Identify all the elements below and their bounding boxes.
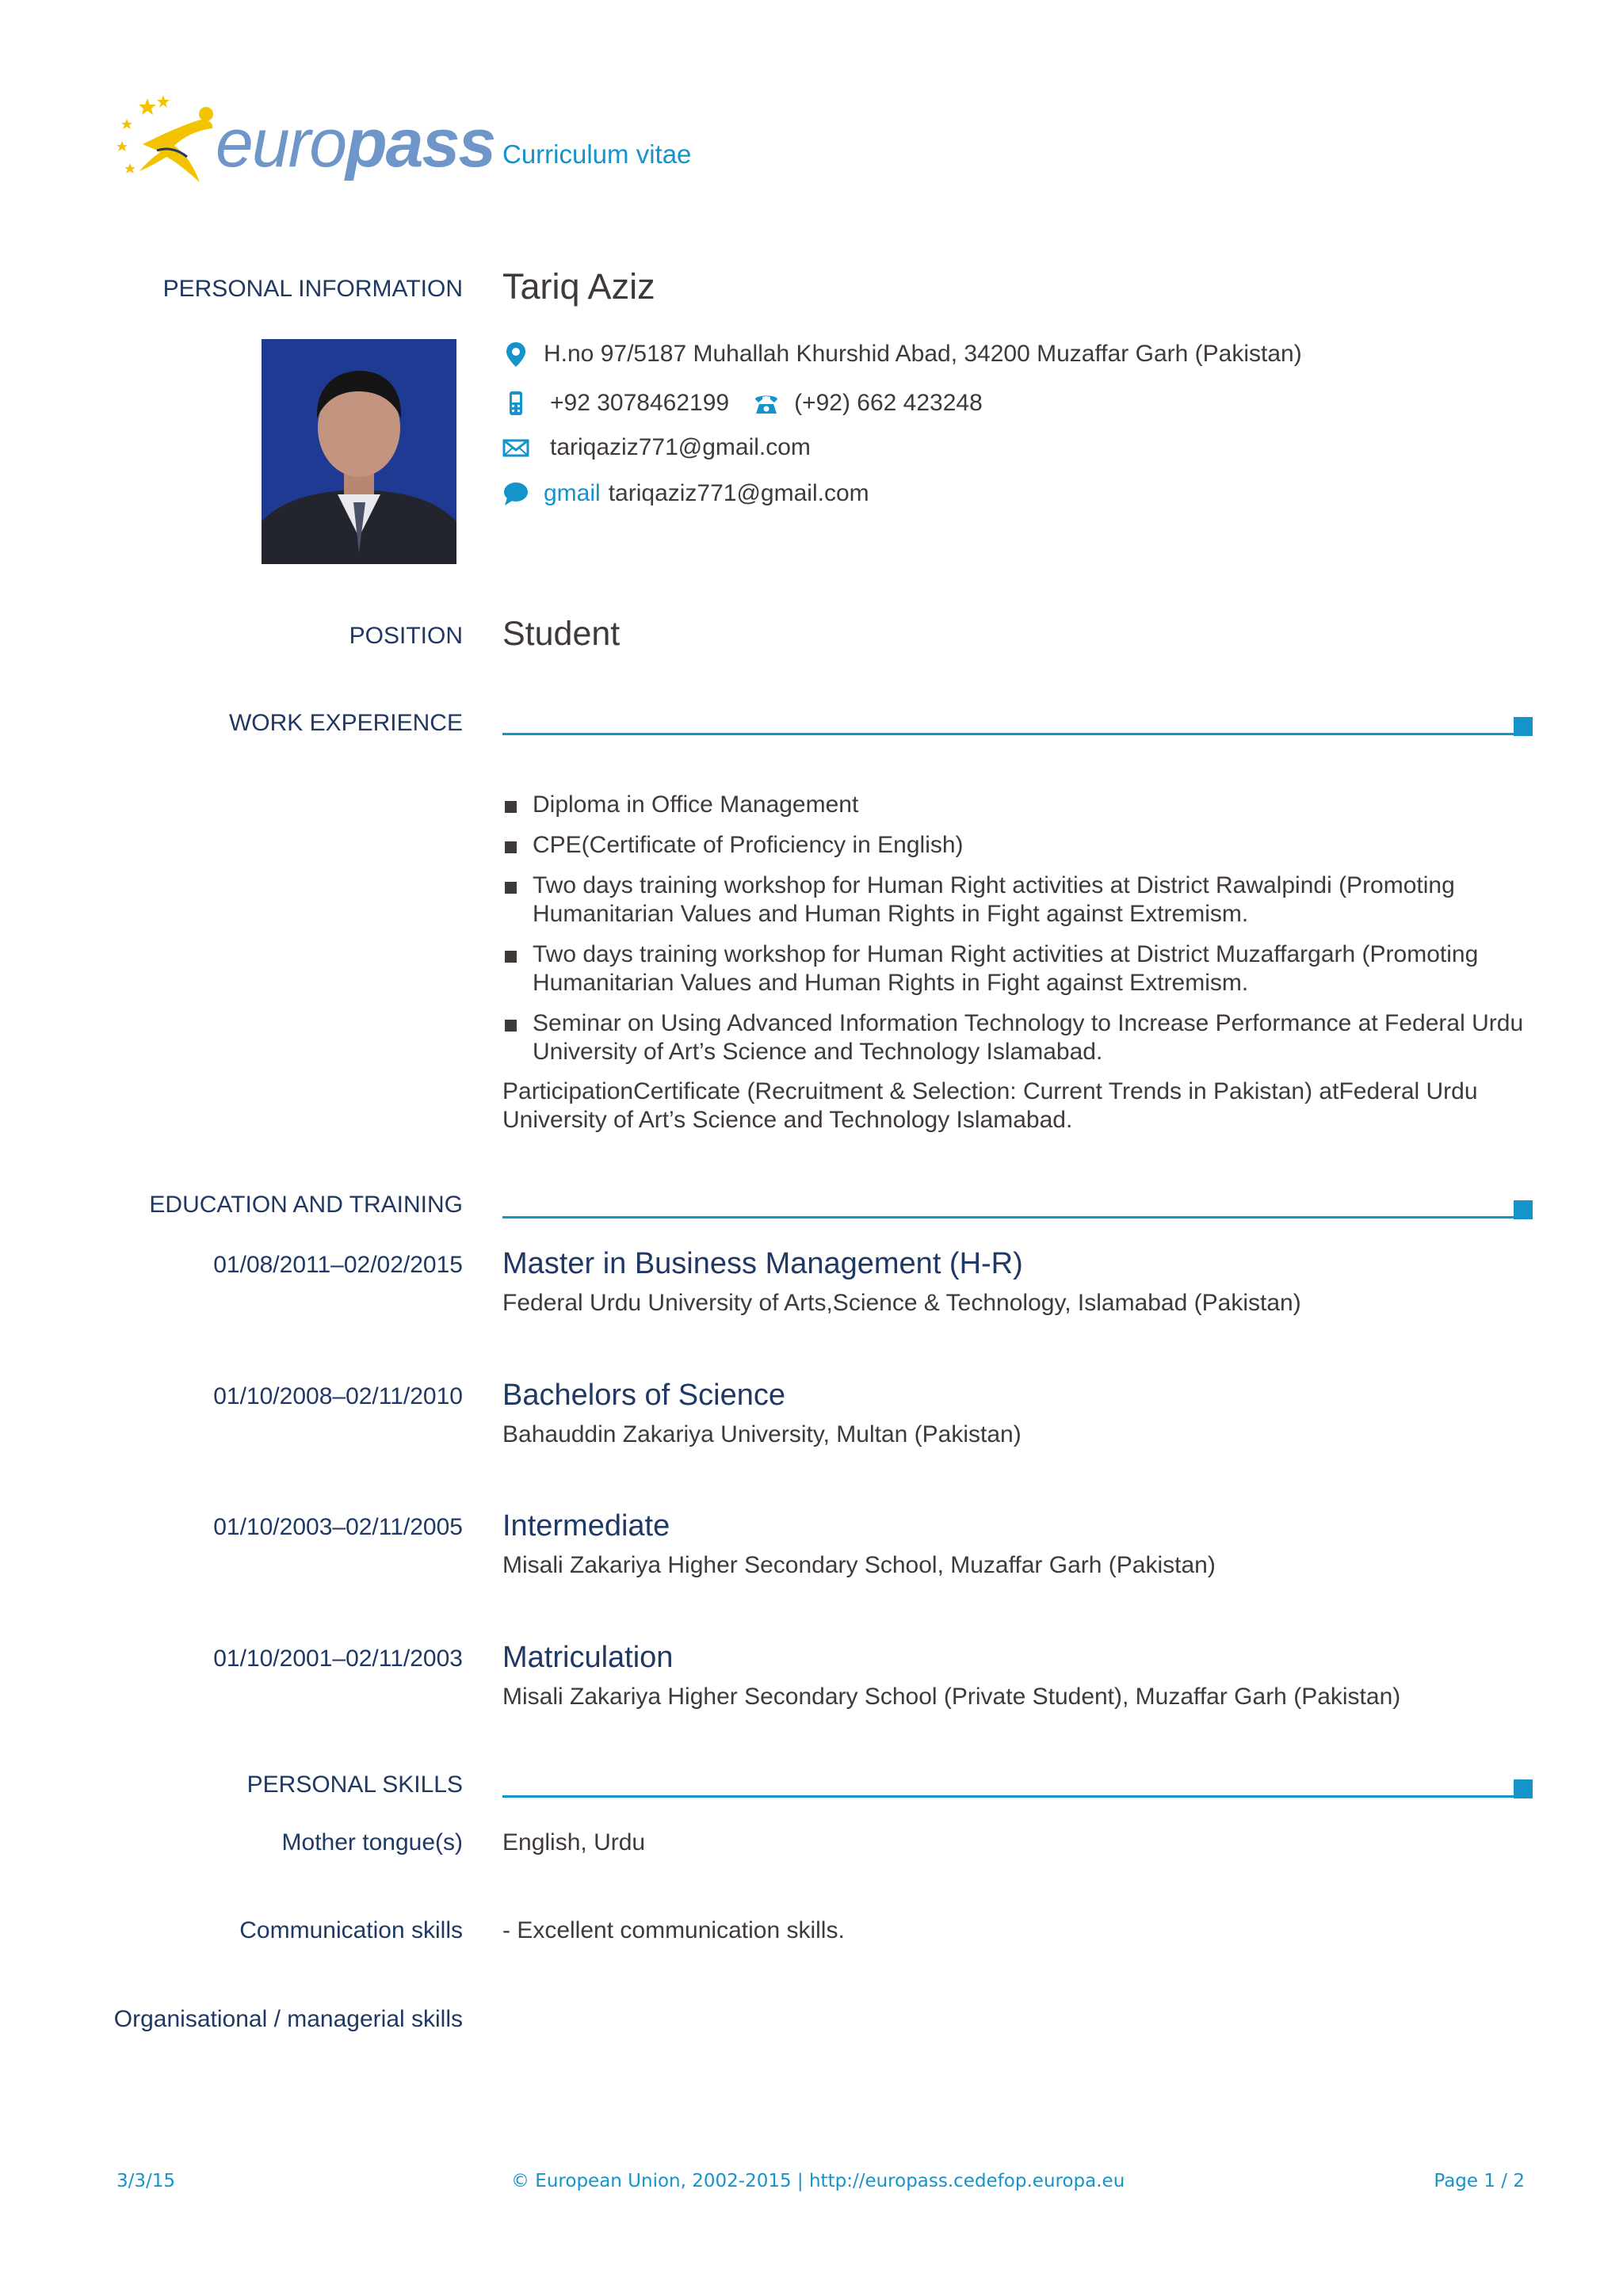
chat-bubble-icon — [502, 480, 529, 507]
section-divider — [502, 1216, 1533, 1219]
education-institution: Federal Urdu University of Arts,Science & Technology, Islamabad (Pakistan) — [502, 1290, 1301, 1316]
location-pin-icon — [502, 341, 529, 368]
address-text: H.no 97/5187 Muhallah Khurshid Abad, 34200 Muzaffar Garh (Pakistan) — [544, 341, 1302, 367]
list-item: Two days training workshop for Human Right activities at District Rawalpindi (Promoting Humanitarian Values and Human Rights in Fight against Extremism. — [502, 871, 1533, 929]
section-divider-marker — [1514, 717, 1533, 736]
communication-skills-label: Communication skills — [239, 1917, 463, 1943]
education-dates: 01/10/2008–02/11/2010 — [213, 1383, 463, 1409]
education-title: Intermediate — [502, 1509, 670, 1543]
envelope-icon — [502, 434, 529, 461]
section-label-education: EDUCATION AND TRAINING — [149, 1192, 463, 1218]
work-experience-note: ParticipationCertificate (Recruitment & Selection: Current Trends in Pakistan) atFederal Urdu University of Art’s Science and Technology Islamabad. — [502, 1078, 1478, 1133]
mobile-phone-icon — [502, 390, 529, 417]
email-row — [502, 434, 811, 461]
education-institution: Misali Zakariya Higher Secondary School (Private Student), Muzaffar Garh (Pakistan) — [502, 1684, 1401, 1710]
telephone-number[interactable]: (+92) 662 423248 — [794, 390, 983, 416]
footer-date: 3/3/15 — [116, 2171, 176, 2191]
education-title: Matriculation — [502, 1641, 674, 1674]
education-dates: 01/10/2001–02/11/2003 — [213, 1646, 463, 1672]
education-dates: 01/10/2003–02/11/2005 — [213, 1514, 463, 1540]
logo-text: europass — [216, 105, 495, 181]
education-title: Master in Business Management (H-R) — [502, 1247, 1023, 1280]
profile-photo — [262, 339, 456, 564]
footer-page-number: Page 1 / 2 — [1434, 2171, 1525, 2191]
section-label-personal-skills: PERSONAL SKILLS — [246, 1772, 463, 1798]
mother-tongue-value: English, Urdu — [502, 1829, 646, 1855]
section-label-work-experience: WORK EXPERIENCE — [228, 710, 463, 736]
work-experience-list — [502, 791, 1533, 1078]
person-name: Tariq Aziz — [502, 266, 655, 307]
education-dates: 01/08/2011–02/02/2015 — [213, 1252, 463, 1278]
section-label-position: POSITION — [349, 623, 463, 649]
footer-copyright[interactable]: © European Union, 2002-2015 | http://europass.cedefop.europa.eu — [511, 2171, 1125, 2191]
section-label-personal-information: PERSONAL INFORMATION — [162, 276, 463, 302]
list-item: Diploma in Office Management — [502, 791, 1533, 819]
education-title: Bachelors of Science — [502, 1379, 785, 1412]
email-address[interactable]: tariqaziz771@gmail.com — [550, 434, 811, 460]
mother-tongue-label: Mother tongue(s) — [281, 1829, 463, 1855]
section-divider — [502, 733, 1533, 735]
section-divider — [502, 1795, 1533, 1798]
section-divider-marker — [1514, 1779, 1533, 1798]
europass-logo-icon — [111, 89, 222, 200]
document-title: Curriculum vitae — [502, 139, 692, 169]
list-item: CPE(Certificate of Proficiency in English) — [502, 831, 1533, 860]
list-item: Two days training workshop for Human Right activities at District Muzaffargarh (Promoting Humanitarian Values and Human Rights in Fight against Extremism. — [502, 940, 1533, 997]
education-institution: Misali Zakariya Higher Secondary School, Muzaffar Garh (Pakistan) — [502, 1552, 1216, 1578]
organisational-skills-label: Organisational / managerial skills — [113, 2006, 463, 2032]
section-divider-marker — [1514, 1200, 1533, 1219]
education-institution: Bahauddin Zakariya University, Multan (Pakistan) — [502, 1421, 1022, 1447]
europass-logo — [111, 89, 495, 200]
position-value: Student — [502, 615, 621, 653]
instant-messaging-row — [502, 480, 869, 507]
mobile-number[interactable]: +92 3078462199 — [550, 390, 730, 416]
address-row — [502, 341, 1302, 368]
im-address: tariqaziz771@gmail.com — [608, 480, 869, 506]
telephone-icon — [753, 390, 780, 417]
list-item: Seminar on Using Advanced Information Technology to Increase Performance at Federal Urdu University of Art’s Science and Technology Islamabad. — [502, 1009, 1533, 1066]
communication-skills-value: - Excellent communication skills. — [502, 1917, 845, 1943]
phone-row — [502, 390, 983, 417]
im-type: gmail — [544, 480, 601, 506]
